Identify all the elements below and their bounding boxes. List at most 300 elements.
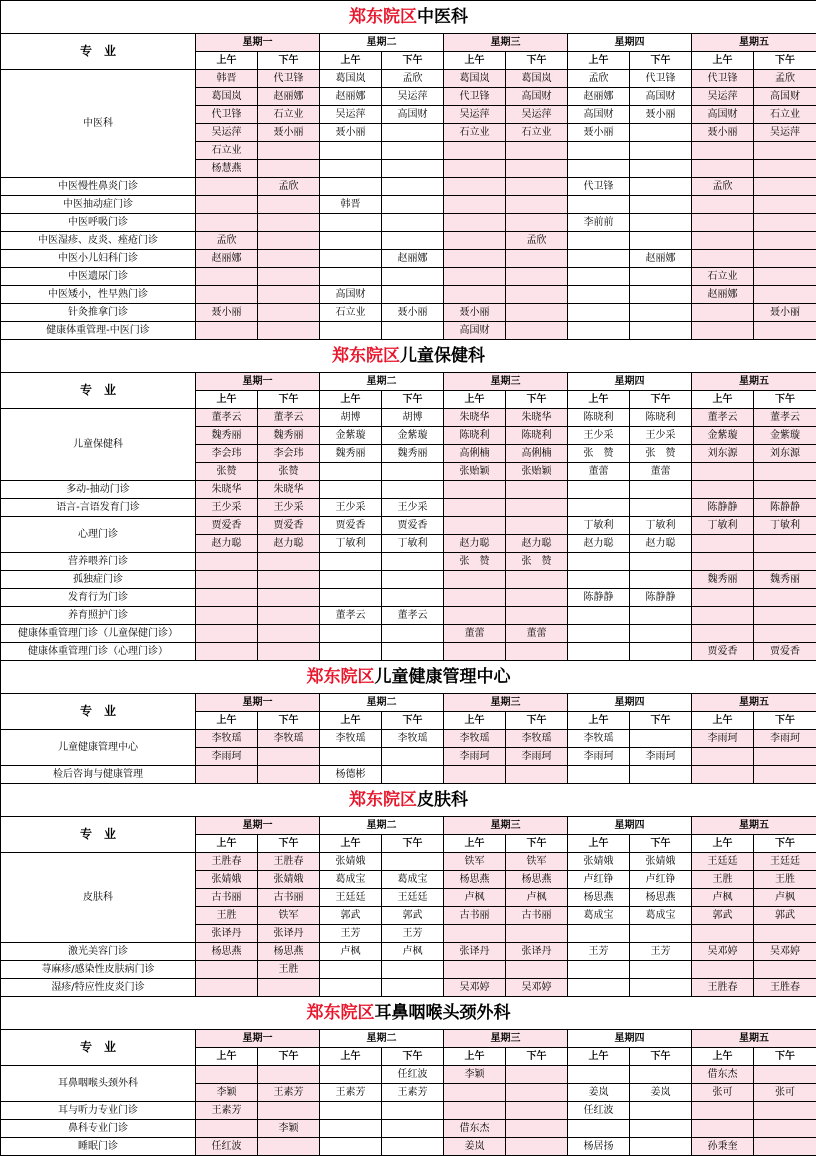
doctor-cell: 卢枫 xyxy=(754,889,816,907)
department-title xyxy=(1,340,816,373)
half-day-header: 下午 xyxy=(258,1048,320,1066)
doctor-cell xyxy=(444,196,506,214)
doctor-cell: 贾爱香 xyxy=(320,517,382,535)
doctor-cell xyxy=(320,268,382,286)
doctor-cell xyxy=(630,643,692,661)
doctor-cell xyxy=(258,1066,320,1084)
doctor-cell xyxy=(382,142,444,160)
half-day-header: 下午 xyxy=(258,712,320,730)
specialty-name: 孤独症门诊 xyxy=(1,571,196,589)
doctor-cell xyxy=(258,643,320,661)
doctor-cell xyxy=(754,589,816,607)
doctor-cell: 孟欣 xyxy=(258,178,320,196)
half-day-header: 上午 xyxy=(320,712,382,730)
doctor-cell xyxy=(320,589,382,607)
department-title-row xyxy=(1,997,816,1030)
doctor-cell: 张译丹 xyxy=(258,925,320,943)
doctor-cell xyxy=(320,322,382,340)
campus-name: 郑东院区 xyxy=(332,345,401,366)
doctor-cell: 王廷廷 xyxy=(692,853,754,871)
doctor-cell xyxy=(506,925,568,943)
doctor-cell: 吴运萍 xyxy=(692,88,754,106)
doctor-cell: 吴运萍 xyxy=(444,106,506,124)
doctor-cell xyxy=(692,196,754,214)
doctor-cell xyxy=(382,979,444,997)
doctor-cell xyxy=(444,142,506,160)
doctor-cell: 姜岚 xyxy=(444,1138,506,1156)
specialty-header: 专 业 xyxy=(1,34,196,70)
doctor-cell xyxy=(382,643,444,661)
doctor-cell xyxy=(258,1138,320,1156)
doctor-cell xyxy=(630,232,692,250)
doctor-cell: 高国财 xyxy=(382,106,444,124)
doctor-cell xyxy=(258,607,320,625)
doctor-cell: 古书丽 xyxy=(196,889,258,907)
doctor-cell xyxy=(320,214,382,232)
doctor-cell xyxy=(568,268,630,286)
doctor-cell: 王胜春 xyxy=(754,979,816,997)
doctor-cell xyxy=(320,1066,382,1084)
doctor-cell xyxy=(568,196,630,214)
doctor-cell xyxy=(754,196,816,214)
doctor-cell: 陈静静 xyxy=(754,499,816,517)
table-row xyxy=(1,214,816,232)
doctor-cell: 王胜春 xyxy=(196,853,258,871)
doctor-cell xyxy=(506,481,568,499)
doctor-cell: 杨居扬 xyxy=(568,1138,630,1156)
doctor-cell: 赵丽娜 xyxy=(630,250,692,268)
doctor-cell: 借东杰 xyxy=(444,1120,506,1138)
doctor-cell: 铁军 xyxy=(506,853,568,871)
campus-name: 郑东院区 xyxy=(349,6,418,27)
doctor-cell: 王廷廷 xyxy=(382,889,444,907)
specialty-name: 语言-言语发育门诊 xyxy=(1,499,196,517)
doctor-cell xyxy=(692,607,754,625)
doctor-cell xyxy=(568,607,630,625)
doctor-cell xyxy=(196,643,258,661)
doctor-cell: 张 赞 xyxy=(506,553,568,571)
doctor-cell: 李雨珂 xyxy=(196,748,258,766)
doctor-cell: 葛成宝 xyxy=(320,871,382,889)
specialty-name: 心理门诊 xyxy=(1,517,196,553)
department-title-row xyxy=(1,661,816,694)
day-header: 星期一 xyxy=(196,694,320,712)
doctor-cell xyxy=(506,961,568,979)
doctor-cell xyxy=(320,463,382,481)
doctor-cell: 铁军 xyxy=(258,907,320,925)
doctor-cell: 王胜 xyxy=(692,871,754,889)
specialty-name: 中医呼吸门诊 xyxy=(1,214,196,232)
table-row xyxy=(1,250,816,268)
doctor-cell xyxy=(382,196,444,214)
table-row xyxy=(1,499,816,517)
day-header: 星期三 xyxy=(444,694,568,712)
doctor-cell: 魏秀丽 xyxy=(382,445,444,463)
doctor-cell xyxy=(754,268,816,286)
doctor-cell xyxy=(754,214,816,232)
doctor-cell xyxy=(692,160,754,178)
doctor-cell: 李雨珂 xyxy=(630,748,692,766)
doctor-cell xyxy=(444,571,506,589)
doctor-cell xyxy=(444,499,506,517)
doctor-cell xyxy=(754,748,816,766)
doctor-cell xyxy=(506,286,568,304)
doctor-cell: 孟欣 xyxy=(506,232,568,250)
campus-name: 郑东院区 xyxy=(306,666,375,687)
doctor-cell: 李颖 xyxy=(444,1066,506,1084)
doctor-cell xyxy=(196,214,258,232)
doctor-cell: 石立业 xyxy=(258,106,320,124)
doctor-cell xyxy=(568,160,630,178)
department-name: 中医科 xyxy=(417,6,469,27)
doctor-cell xyxy=(692,535,754,553)
doctor-cell: 石立业 xyxy=(444,124,506,142)
doctor-cell xyxy=(444,268,506,286)
doctor-cell xyxy=(258,553,320,571)
table-row xyxy=(1,409,816,427)
doctor-cell: 聂小丽 xyxy=(692,124,754,142)
doctor-cell xyxy=(382,589,444,607)
half-day-header: 上午 xyxy=(444,52,506,70)
doctor-cell: 孟欣 xyxy=(568,70,630,88)
half-day-header: 上午 xyxy=(196,52,258,70)
doctor-cell xyxy=(382,160,444,178)
doctor-cell xyxy=(630,322,692,340)
doctor-cell xyxy=(258,142,320,160)
doctor-cell: 代卫锋 xyxy=(692,70,754,88)
doctor-cell xyxy=(196,196,258,214)
doctor-cell: 石立业 xyxy=(754,106,816,124)
doctor-cell xyxy=(444,232,506,250)
day-header: 星期三 xyxy=(444,817,568,835)
doctor-cell xyxy=(630,766,692,784)
half-day-header: 下午 xyxy=(382,1048,444,1066)
doctor-cell: 刘东源 xyxy=(754,445,816,463)
doctor-cell: 丁敏利 xyxy=(630,517,692,535)
doctor-cell: 韩晋 xyxy=(320,196,382,214)
half-day-header: 下午 xyxy=(506,835,568,853)
doctor-cell: 王少采 xyxy=(568,427,630,445)
doctor-cell: 董孝云 xyxy=(692,409,754,427)
doctor-cell: 张婧娥 xyxy=(258,871,320,889)
doctor-cell: 张 赞 xyxy=(444,553,506,571)
doctor-cell: 代卫锋 xyxy=(196,106,258,124)
doctor-cell: 姜岚 xyxy=(568,1084,630,1102)
specialty-name: 健康体重管理-中医门诊 xyxy=(1,322,196,340)
table-row xyxy=(1,553,816,571)
doctor-cell: 高国财 xyxy=(630,88,692,106)
day-header: 星期四 xyxy=(568,817,692,835)
doctor-cell: 魏秀丽 xyxy=(754,571,816,589)
doctor-cell: 赵力聪 xyxy=(258,535,320,553)
doctor-cell xyxy=(444,250,506,268)
doctor-cell xyxy=(444,286,506,304)
doctor-cell xyxy=(196,625,258,643)
half-day-header: 上午 xyxy=(196,391,258,409)
doctor-cell xyxy=(506,589,568,607)
half-day-header: 上午 xyxy=(692,52,754,70)
doctor-cell: 李牧瑶 xyxy=(320,730,382,748)
day-header-row xyxy=(1,373,816,391)
doctor-cell: 张贻颖 xyxy=(506,463,568,481)
doctor-cell xyxy=(196,553,258,571)
doctor-cell: 韩晋 xyxy=(196,70,258,88)
doctor-cell xyxy=(506,1120,568,1138)
day-header: 星期二 xyxy=(320,373,444,391)
doctor-cell xyxy=(692,961,754,979)
specialty-name: 儿童保健科 xyxy=(1,409,196,481)
doctor-cell xyxy=(630,961,692,979)
doctor-cell: 古书丽 xyxy=(444,907,506,925)
doctor-cell: 姜岚 xyxy=(630,1084,692,1102)
doctor-cell: 李牧瑶 xyxy=(382,730,444,748)
doctor-cell: 张贻颖 xyxy=(444,463,506,481)
doctor-cell xyxy=(444,589,506,607)
doctor-cell xyxy=(692,250,754,268)
day-header: 星期五 xyxy=(692,694,816,712)
doctor-cell: 丁敏利 xyxy=(320,535,382,553)
doctor-cell: 朱晓华 xyxy=(506,409,568,427)
doctor-cell xyxy=(258,160,320,178)
doctor-cell xyxy=(258,268,320,286)
doctor-cell: 高国财 xyxy=(444,322,506,340)
doctor-cell: 李牧瑶 xyxy=(258,730,320,748)
doctor-cell xyxy=(568,142,630,160)
table-row xyxy=(1,268,816,286)
doctor-cell: 王素芳 xyxy=(320,1084,382,1102)
specialty-name: 多动-抽动门诊 xyxy=(1,481,196,499)
department-title xyxy=(1,997,816,1030)
doctor-cell xyxy=(692,589,754,607)
half-day-header: 上午 xyxy=(444,712,506,730)
doctor-cell: 石立业 xyxy=(196,142,258,160)
doctor-cell: 李雨珂 xyxy=(444,748,506,766)
doctor-cell: 任红波 xyxy=(568,1102,630,1120)
half-day-header: 上午 xyxy=(320,835,382,853)
doctor-cell xyxy=(506,766,568,784)
doctor-cell xyxy=(444,766,506,784)
doctor-cell xyxy=(568,286,630,304)
half-day-header: 下午 xyxy=(506,1048,568,1066)
table-row xyxy=(1,322,816,340)
doctor-cell xyxy=(382,268,444,286)
doctor-cell xyxy=(320,1138,382,1156)
doctor-cell: 代卫锋 xyxy=(444,88,506,106)
doctor-cell xyxy=(258,766,320,784)
doctor-cell: 卢红铮 xyxy=(630,871,692,889)
doctor-cell: 王胜 xyxy=(754,871,816,889)
doctor-cell: 陈静静 xyxy=(568,589,630,607)
doctor-cell: 吴运萍 xyxy=(506,106,568,124)
doctor-cell: 张可 xyxy=(754,1084,816,1102)
doctor-cell xyxy=(382,1138,444,1156)
table-row xyxy=(1,178,816,196)
doctor-cell: 吴邓婷 xyxy=(692,943,754,961)
doctor-cell: 李前前 xyxy=(568,214,630,232)
doctor-cell: 王胜 xyxy=(196,907,258,925)
doctor-cell: 聂小丽 xyxy=(196,304,258,322)
department-title xyxy=(1,1,816,34)
half-day-header: 下午 xyxy=(630,52,692,70)
day-header-row xyxy=(1,1030,816,1048)
doctor-cell: 董孝云 xyxy=(320,607,382,625)
doctor-cell xyxy=(754,232,816,250)
half-day-header: 下午 xyxy=(258,391,320,409)
half-day-header: 下午 xyxy=(382,712,444,730)
half-day-header: 上午 xyxy=(320,391,382,409)
table-row xyxy=(1,766,816,784)
doctor-cell: 杨思燕 xyxy=(568,889,630,907)
doctor-cell xyxy=(444,925,506,943)
doctor-cell: 葛成宝 xyxy=(568,907,630,925)
table-row xyxy=(1,517,816,535)
doctor-cell: 赵丽娜 xyxy=(320,88,382,106)
doctor-cell xyxy=(258,322,320,340)
doctor-cell xyxy=(692,748,754,766)
doctor-cell xyxy=(258,214,320,232)
doctor-cell: 刘东源 xyxy=(692,445,754,463)
doctor-cell: 丁敏利 xyxy=(568,517,630,535)
doctor-cell xyxy=(754,178,816,196)
half-day-header: 下午 xyxy=(258,835,320,853)
doctor-cell: 孟欣 xyxy=(196,232,258,250)
doctor-cell xyxy=(196,322,258,340)
doctor-cell xyxy=(568,250,630,268)
half-day-header: 下午 xyxy=(630,1048,692,1066)
doctor-cell: 魏秀丽 xyxy=(196,427,258,445)
doctor-cell: 魏秀丽 xyxy=(692,571,754,589)
half-day-header: 上午 xyxy=(692,1048,754,1066)
doctor-cell xyxy=(320,979,382,997)
doctor-cell: 金紫璇 xyxy=(754,427,816,445)
doctor-cell: 赵丽娜 xyxy=(692,286,754,304)
doctor-cell xyxy=(320,961,382,979)
doctor-cell xyxy=(258,250,320,268)
doctor-cell: 陈静静 xyxy=(692,499,754,517)
doctor-cell xyxy=(568,979,630,997)
doctor-cell: 张 赞 xyxy=(568,445,630,463)
day-header: 星期四 xyxy=(568,373,692,391)
doctor-cell xyxy=(692,553,754,571)
doctor-cell: 卢红铮 xyxy=(568,871,630,889)
doctor-cell xyxy=(382,766,444,784)
doctor-cell xyxy=(630,571,692,589)
half-day-header: 下午 xyxy=(506,712,568,730)
day-header: 星期二 xyxy=(320,1030,444,1048)
doctor-cell xyxy=(692,481,754,499)
doctor-cell: 金紫璇 xyxy=(382,427,444,445)
doctor-cell: 聂小丽 xyxy=(630,106,692,124)
doctor-cell xyxy=(444,1102,506,1120)
doctor-cell xyxy=(692,142,754,160)
doctor-cell xyxy=(630,1066,692,1084)
specialty-name: 鼻科专业门诊 xyxy=(1,1120,196,1138)
doctor-cell: 王少采 xyxy=(320,499,382,517)
doctor-cell xyxy=(506,1066,568,1084)
doctor-cell xyxy=(506,1084,568,1102)
doctor-cell: 石立业 xyxy=(320,304,382,322)
doctor-cell: 王芳 xyxy=(382,925,444,943)
doctor-cell: 陈晓利 xyxy=(506,427,568,445)
doctor-cell: 葛国岚 xyxy=(196,88,258,106)
doctor-cell xyxy=(320,1120,382,1138)
doctor-cell xyxy=(506,304,568,322)
doctor-cell: 张赞 xyxy=(196,463,258,481)
doctor-cell xyxy=(258,304,320,322)
doctor-cell xyxy=(754,1138,816,1156)
doctor-cell xyxy=(320,250,382,268)
day-header: 星期二 xyxy=(320,817,444,835)
doctor-cell: 吴邓婷 xyxy=(506,979,568,997)
doctor-cell: 杨思燕 xyxy=(196,943,258,961)
doctor-cell: 葛国岚 xyxy=(444,70,506,88)
doctor-cell: 石立业 xyxy=(692,268,754,286)
specialty-name: 中医小儿妇科门诊 xyxy=(1,250,196,268)
doctor-cell xyxy=(506,643,568,661)
doctor-cell xyxy=(506,250,568,268)
specialty-name: 中医科 xyxy=(1,70,196,178)
half-day-header: 下午 xyxy=(258,52,320,70)
doctor-cell xyxy=(506,607,568,625)
table-row xyxy=(1,1138,816,1156)
half-day-header: 下午 xyxy=(506,391,568,409)
doctor-cell: 聂小丽 xyxy=(382,304,444,322)
doctor-cell xyxy=(382,853,444,871)
doctor-cell xyxy=(196,178,258,196)
doctor-cell: 葛国岚 xyxy=(320,70,382,88)
table-row xyxy=(1,286,816,304)
doctor-cell: 王胜春 xyxy=(258,853,320,871)
specialty-name: 养育照护门诊 xyxy=(1,607,196,625)
doctor-cell: 杨思燕 xyxy=(506,871,568,889)
specialty-name: 耳鼻咽喉头颈外科 xyxy=(1,1066,196,1102)
doctor-cell: 代卫锋 xyxy=(258,70,320,88)
doctor-cell xyxy=(630,1120,692,1138)
specialty-name: 健康体重管理门诊（儿童保健门诊） xyxy=(1,625,196,643)
doctor-cell: 高国财 xyxy=(754,88,816,106)
doctor-cell xyxy=(506,1102,568,1120)
doctor-cell xyxy=(444,481,506,499)
doctor-cell: 王胜春 xyxy=(692,979,754,997)
half-day-header: 上午 xyxy=(692,391,754,409)
doctor-cell xyxy=(320,481,382,499)
doctor-cell xyxy=(754,286,816,304)
table-row xyxy=(1,571,816,589)
department-title-row xyxy=(1,1,816,34)
doctor-cell xyxy=(382,286,444,304)
doctor-cell: 高俐楠 xyxy=(506,445,568,463)
doctor-cell: 王廷廷 xyxy=(320,889,382,907)
doctor-cell xyxy=(258,625,320,643)
half-day-header: 下午 xyxy=(754,835,816,853)
doctor-cell xyxy=(382,124,444,142)
doctor-cell: 聂小丽 xyxy=(258,124,320,142)
doctor-cell xyxy=(506,571,568,589)
half-day-header: 下午 xyxy=(382,52,444,70)
half-day-header: 上午 xyxy=(444,1048,506,1066)
doctor-cell xyxy=(444,517,506,535)
doctor-cell: 陈晓利 xyxy=(444,427,506,445)
day-header: 星期五 xyxy=(692,817,816,835)
doctor-cell: 孟欣 xyxy=(382,70,444,88)
doctor-cell: 李牧瑶 xyxy=(196,730,258,748)
table-row xyxy=(1,304,816,322)
doctor-cell: 张译丹 xyxy=(444,943,506,961)
doctor-cell xyxy=(320,571,382,589)
half-day-header: 上午 xyxy=(568,835,630,853)
doctor-cell: 郭武 xyxy=(754,907,816,925)
doctor-cell xyxy=(196,961,258,979)
